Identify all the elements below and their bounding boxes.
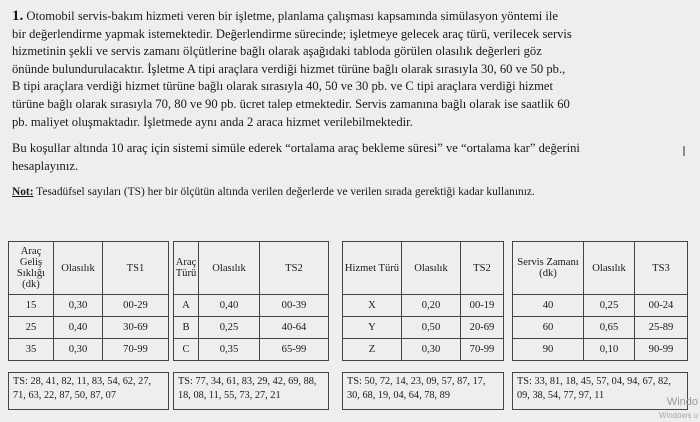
table-cell: 65-99 bbox=[260, 339, 329, 361]
table-cell: 0,50 bbox=[402, 317, 461, 339]
table-header: TS2 bbox=[461, 242, 504, 295]
tables-area bbox=[8, 241, 688, 413]
table-cell: Z bbox=[343, 339, 402, 361]
table-header: Olasılık bbox=[584, 242, 635, 295]
table-cell: 15 bbox=[9, 295, 54, 317]
table-header: TS3 bbox=[635, 242, 688, 295]
table-cell: 25-89 bbox=[635, 317, 688, 339]
task-paragraph bbox=[12, 140, 696, 175]
table-cell: 90-99 bbox=[635, 339, 688, 361]
table-cell: Y bbox=[343, 317, 402, 339]
table-cell: 00-19 bbox=[461, 295, 504, 317]
note-paragraph bbox=[12, 186, 696, 198]
table-header: TS2 bbox=[260, 242, 329, 295]
table-header: Araç Geliş Sıklığı (dk) bbox=[9, 242, 54, 295]
table-cell: 70-99 bbox=[103, 339, 169, 361]
table-cell: 60 bbox=[513, 317, 584, 339]
question-line: hizmetinin şekli ve servis zamanı ölçütlerine bağlı olarak aşağıdaki tabloda görülen olasılık değerleri göz bbox=[12, 44, 542, 59]
service-time-table bbox=[512, 241, 688, 361]
table-cell: 0,30 bbox=[54, 295, 103, 317]
table-cell: 30-69 bbox=[103, 317, 169, 339]
table-cell: 0,65 bbox=[584, 317, 635, 339]
windows-watermark: Windo bbox=[666, 396, 698, 408]
note-label: Not: bbox=[12, 186, 34, 199]
table-cell: X bbox=[343, 295, 402, 317]
table-header: Olasılık bbox=[402, 242, 461, 295]
table-cell: 0,25 bbox=[199, 317, 260, 339]
table-header: Servis Zamanı (dk) bbox=[513, 242, 584, 295]
table-header: Hizmet Türü bbox=[343, 242, 402, 295]
vehicle-type-table bbox=[173, 241, 329, 361]
table-cell: A bbox=[174, 295, 199, 317]
table-cell: 25 bbox=[9, 317, 54, 339]
text-cursor-icon: I bbox=[682, 145, 686, 160]
windows-watermark-small: Windows u bbox=[658, 411, 698, 420]
question-line: pb. maliyet oluşmaktadır. İşletmede aynı anda 2 araca hizmet verilebilmektedir. bbox=[12, 114, 413, 129]
table-cell: 40 bbox=[513, 295, 584, 317]
table-cell: 0,40 bbox=[199, 295, 260, 317]
table-cell: 40-64 bbox=[260, 317, 329, 339]
question-line: B tipi araçlara verdiği hizmet türüne bağlı olarak sırasıyla 40, 50 ve 30 pb. ve C tipi araçlara verdiği hizmet bbox=[12, 79, 553, 94]
table-header: TS1 bbox=[103, 242, 169, 295]
question-document bbox=[12, 8, 696, 198]
table-cell: B bbox=[174, 317, 199, 339]
table-header: Olasılık bbox=[54, 242, 103, 295]
random-numbers-3: TS: 50, 72, 14, 23, 09, 57, 87, 17, 30, 68, 19, 04, 64, 78, 89 bbox=[342, 372, 504, 410]
table-cell: 0,40 bbox=[54, 317, 103, 339]
question-line: Otomobil servis-bakım hizmeti veren bir işletme, planlama çalışması kapsamında simülasyon yöntemi ile bbox=[26, 9, 559, 23]
arrival-table bbox=[8, 241, 169, 361]
table-cell: 0,35 bbox=[199, 339, 260, 361]
table-cell: 70-99 bbox=[461, 339, 504, 361]
table-cell: 20-69 bbox=[461, 317, 504, 339]
table-cell: 0,20 bbox=[402, 295, 461, 317]
question-line: önünde bulundurulacaktır. İşletme A tipi araçlara verdiği hizmet türüne bağlı olarak sırasıyla 30, 60 ve 50 pb., bbox=[12, 61, 566, 76]
question-line: türüne bağlı olarak sırasıyla 70, 80 ve 90 pb. ücret talep etmektedir. Servis zamanına bağlı olarak ise saatlik 60 bbox=[12, 96, 570, 111]
question-number: 1. bbox=[12, 8, 24, 24]
random-numbers-4: TS: 33, 81, 18, 45, 57, 04, 94, 67, 82, 09, 38, 54, 77, 97, 11 bbox=[512, 372, 688, 410]
table-cell: 00-29 bbox=[103, 295, 169, 317]
random-numbers-2: TS: 77, 34, 61, 83, 29, 42, 69, 88, 18, 08, 11, 55, 73, 27, 21 bbox=[173, 372, 329, 410]
table-cell: 90 bbox=[513, 339, 584, 361]
table-cell: 0,25 bbox=[584, 295, 635, 317]
table-cell: 00-39 bbox=[260, 295, 329, 317]
table-header: Olasılık bbox=[199, 242, 260, 295]
table-cell: 00-24 bbox=[635, 295, 688, 317]
question-paragraph bbox=[12, 8, 696, 131]
table-header: Araç Türü bbox=[174, 242, 199, 295]
table-cell: 0,30 bbox=[402, 339, 461, 361]
table-cell: C bbox=[174, 339, 199, 361]
task-line: hesaplayınız. bbox=[12, 158, 79, 173]
service-type-table bbox=[342, 241, 504, 361]
note-text: Tesadüfsel sayıları (TS) her bir ölçütün altında verilen değerlerde ve verilen sırada gerektiği kadar kullanınız. bbox=[33, 186, 535, 199]
table-cell: 35 bbox=[9, 339, 54, 361]
task-line: Bu koşullar altında 10 araç için sistemi simüle ederek “ortalama araç bekleme süresi” ve “ortalama kar” değerini bbox=[12, 141, 580, 156]
random-numbers-1: TS: 28, 41, 82, 11, 83, 54, 62, 27, 71, 63, 22, 87, 50, 87, 07 bbox=[8, 372, 169, 410]
table-cell: 0,30 bbox=[54, 339, 103, 361]
table-cell: 0,10 bbox=[584, 339, 635, 361]
question-line: bir değerlendirme yapmak istemektedir. Değerlendirme sürecinde; işletmeye gelecek araç türü, verilecek servis bbox=[12, 26, 572, 41]
